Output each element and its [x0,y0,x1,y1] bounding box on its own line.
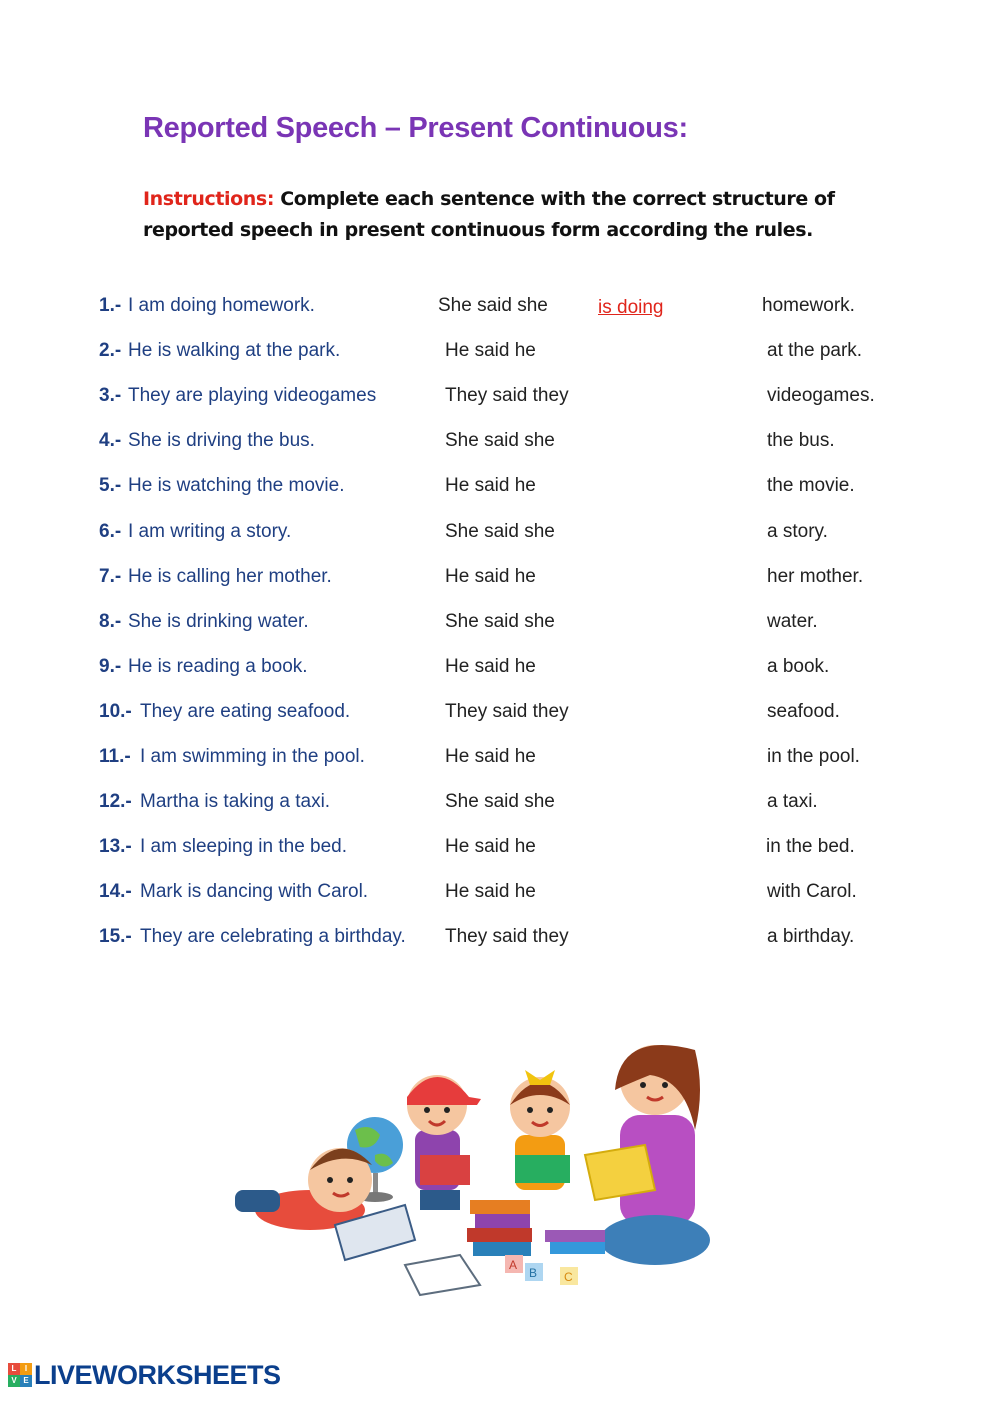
exercise-row [0,791,1000,821]
sentence-ending: with Carol. [767,881,857,903]
logo-text: LIVEWORKSHEETS [34,1359,281,1390]
direct-speech-sentence: She is driving the bus. [128,430,315,452]
direct-speech-sentence: I am writing a story. [128,520,292,542]
exercise-number: 13.- [99,836,132,858]
answer-input[interactable] [598,521,748,547]
exercise-number: 9.- [99,655,122,677]
sentence-ending: the movie. [767,475,855,497]
answer-slot [598,475,748,501]
sentence-ending: her mother. [767,565,864,587]
sentence-ending: in the pool. [767,746,860,767]
answer-input[interactable] [598,566,748,592]
direct-speech-sentence: They are playing videogames [128,385,377,407]
exercise-row [0,295,1000,325]
logo-letter-e: E [20,1375,32,1387]
reported-prefix: He said he [445,881,536,903]
sentence-ending: the bus. [767,430,835,452]
direct-speech-sentence: Mark is dancing with Carol. [140,881,369,903]
sentence-ending: in the bed. [766,836,855,858]
reported-prefix: She said she [445,791,555,813]
answer-slot [598,521,748,547]
reported-prefix: He said he [445,746,536,767]
answer-input[interactable] [598,430,748,456]
direct-speech-sentence: They are celebrating a birthday. [140,926,406,948]
exercise-number: 7.- [99,565,122,587]
answer-slot [598,430,748,456]
answer-slot [598,340,748,366]
answer-input[interactable] [598,475,748,501]
answer-input[interactable] [598,926,748,952]
reported-prefix: He said he [445,655,536,677]
reported-prefix: She said she [438,295,548,316]
svg-text:C: C [564,1270,573,1284]
instructions [143,184,843,246]
answer-slot [598,926,748,952]
exercise-number: 3.- [99,385,122,407]
answer-slot [598,656,748,682]
answer-input[interactable] [598,881,748,907]
page-title: Reported Speech – Present Continuous: [143,112,688,144]
reported-prefix: She said she [445,430,555,452]
logo-letter-l: L [8,1363,20,1375]
sentence-ending: seafood. [767,700,840,722]
reported-prefix: She said she [445,610,555,632]
exercise-number: 4.- [99,430,122,452]
exercise-row [0,746,1000,776]
exercise-row [0,656,1000,686]
exercise-row [0,521,1000,551]
exercise-number: 10.- [99,700,132,722]
live-logo-icon [8,1363,32,1387]
direct-speech-sentence: I am swimming in the pool. [140,746,365,767]
direct-speech-sentence: He is walking at the park. [128,340,341,362]
direct-speech-sentence: They are eating seafood. [140,700,351,722]
direct-speech-sentence: Martha is taking a taxi. [140,791,331,813]
exercise-number: 6.- [99,520,122,542]
reported-prefix: They said they [445,385,569,407]
answer-slot [598,701,748,727]
sentence-ending: videogames. [767,385,875,407]
exercise-row [0,430,1000,460]
instructions-text: Complete each sentence with the correct structure of reported speech in present continuous form according the rules. [143,188,835,241]
answer-slot [598,295,748,321]
direct-speech-sentence: He is reading a book. [128,655,308,677]
answer-slot [598,791,748,817]
answer-input[interactable] [598,611,748,637]
sentence-ending: a taxi. [767,791,818,813]
exercise-number: 12.- [99,791,132,813]
answer-input[interactable] [598,791,748,817]
answer-input[interactable] [598,701,748,727]
children-reading-illustration [215,1015,755,1315]
exercise-number: 15.- [99,926,132,948]
exercise-row [0,881,1000,911]
exercise-row [0,340,1000,370]
exercise-number: 1.- [99,295,122,316]
reported-prefix: She said she [445,520,555,542]
exercise-row [0,926,1000,956]
svg-text:A: A [509,1258,518,1272]
sentence-ending: a story. [767,520,828,542]
svg-text:B: B [529,1266,538,1280]
reported-prefix: He said he [445,475,536,497]
reported-prefix: They said they [445,700,569,722]
direct-speech-sentence: I am doing homework. [128,295,315,316]
exercise-number: 11.- [99,746,131,767]
exercise-row [0,611,1000,641]
answer-input[interactable] [598,385,748,411]
answer-slot [598,746,748,772]
exercise-row [0,701,1000,731]
exercise-number: 2.- [99,340,122,362]
instructions-label: Instructions: [143,188,275,210]
answer-slot [598,566,748,592]
sentence-ending: water. [767,610,818,632]
exercise-number: 8.- [99,610,122,632]
exercise-row [0,475,1000,505]
sentence-ending: at the park. [767,340,863,362]
answer-input[interactable] [598,295,748,321]
sentence-ending: homework. [762,295,855,316]
logo-letter-v: V [8,1375,20,1387]
sentence-ending: a birthday. [767,926,855,948]
direct-speech-sentence: He is calling her mother. [128,565,332,587]
answer-input[interactable] [598,836,748,862]
reported-prefix: They said they [445,926,569,948]
exercise-number: 5.- [99,475,122,497]
answer-input[interactable] [598,656,748,682]
direct-speech-sentence: She is drinking water. [128,610,309,632]
exercise-row [0,385,1000,415]
exercise-number: 14.- [99,881,132,903]
sentence-ending: a book. [767,655,830,677]
liveworksheets-logo [8,1360,281,1390]
logo-letter-i: I [20,1363,32,1375]
answer-slot [598,836,748,862]
reported-prefix: He said he [445,836,536,858]
answer-slot [598,881,748,907]
exercise-row [0,566,1000,596]
answer-input[interactable] [598,746,748,772]
direct-speech-sentence: I am sleeping in the bed. [140,836,348,858]
exercise-row [0,836,1000,866]
answer-slot [598,611,748,637]
direct-speech-sentence: He is watching the movie. [128,475,345,497]
answer-input[interactable] [598,340,748,366]
answer-slot [598,385,748,411]
reported-prefix: He said he [445,565,536,587]
reported-prefix: He said he [445,340,536,362]
